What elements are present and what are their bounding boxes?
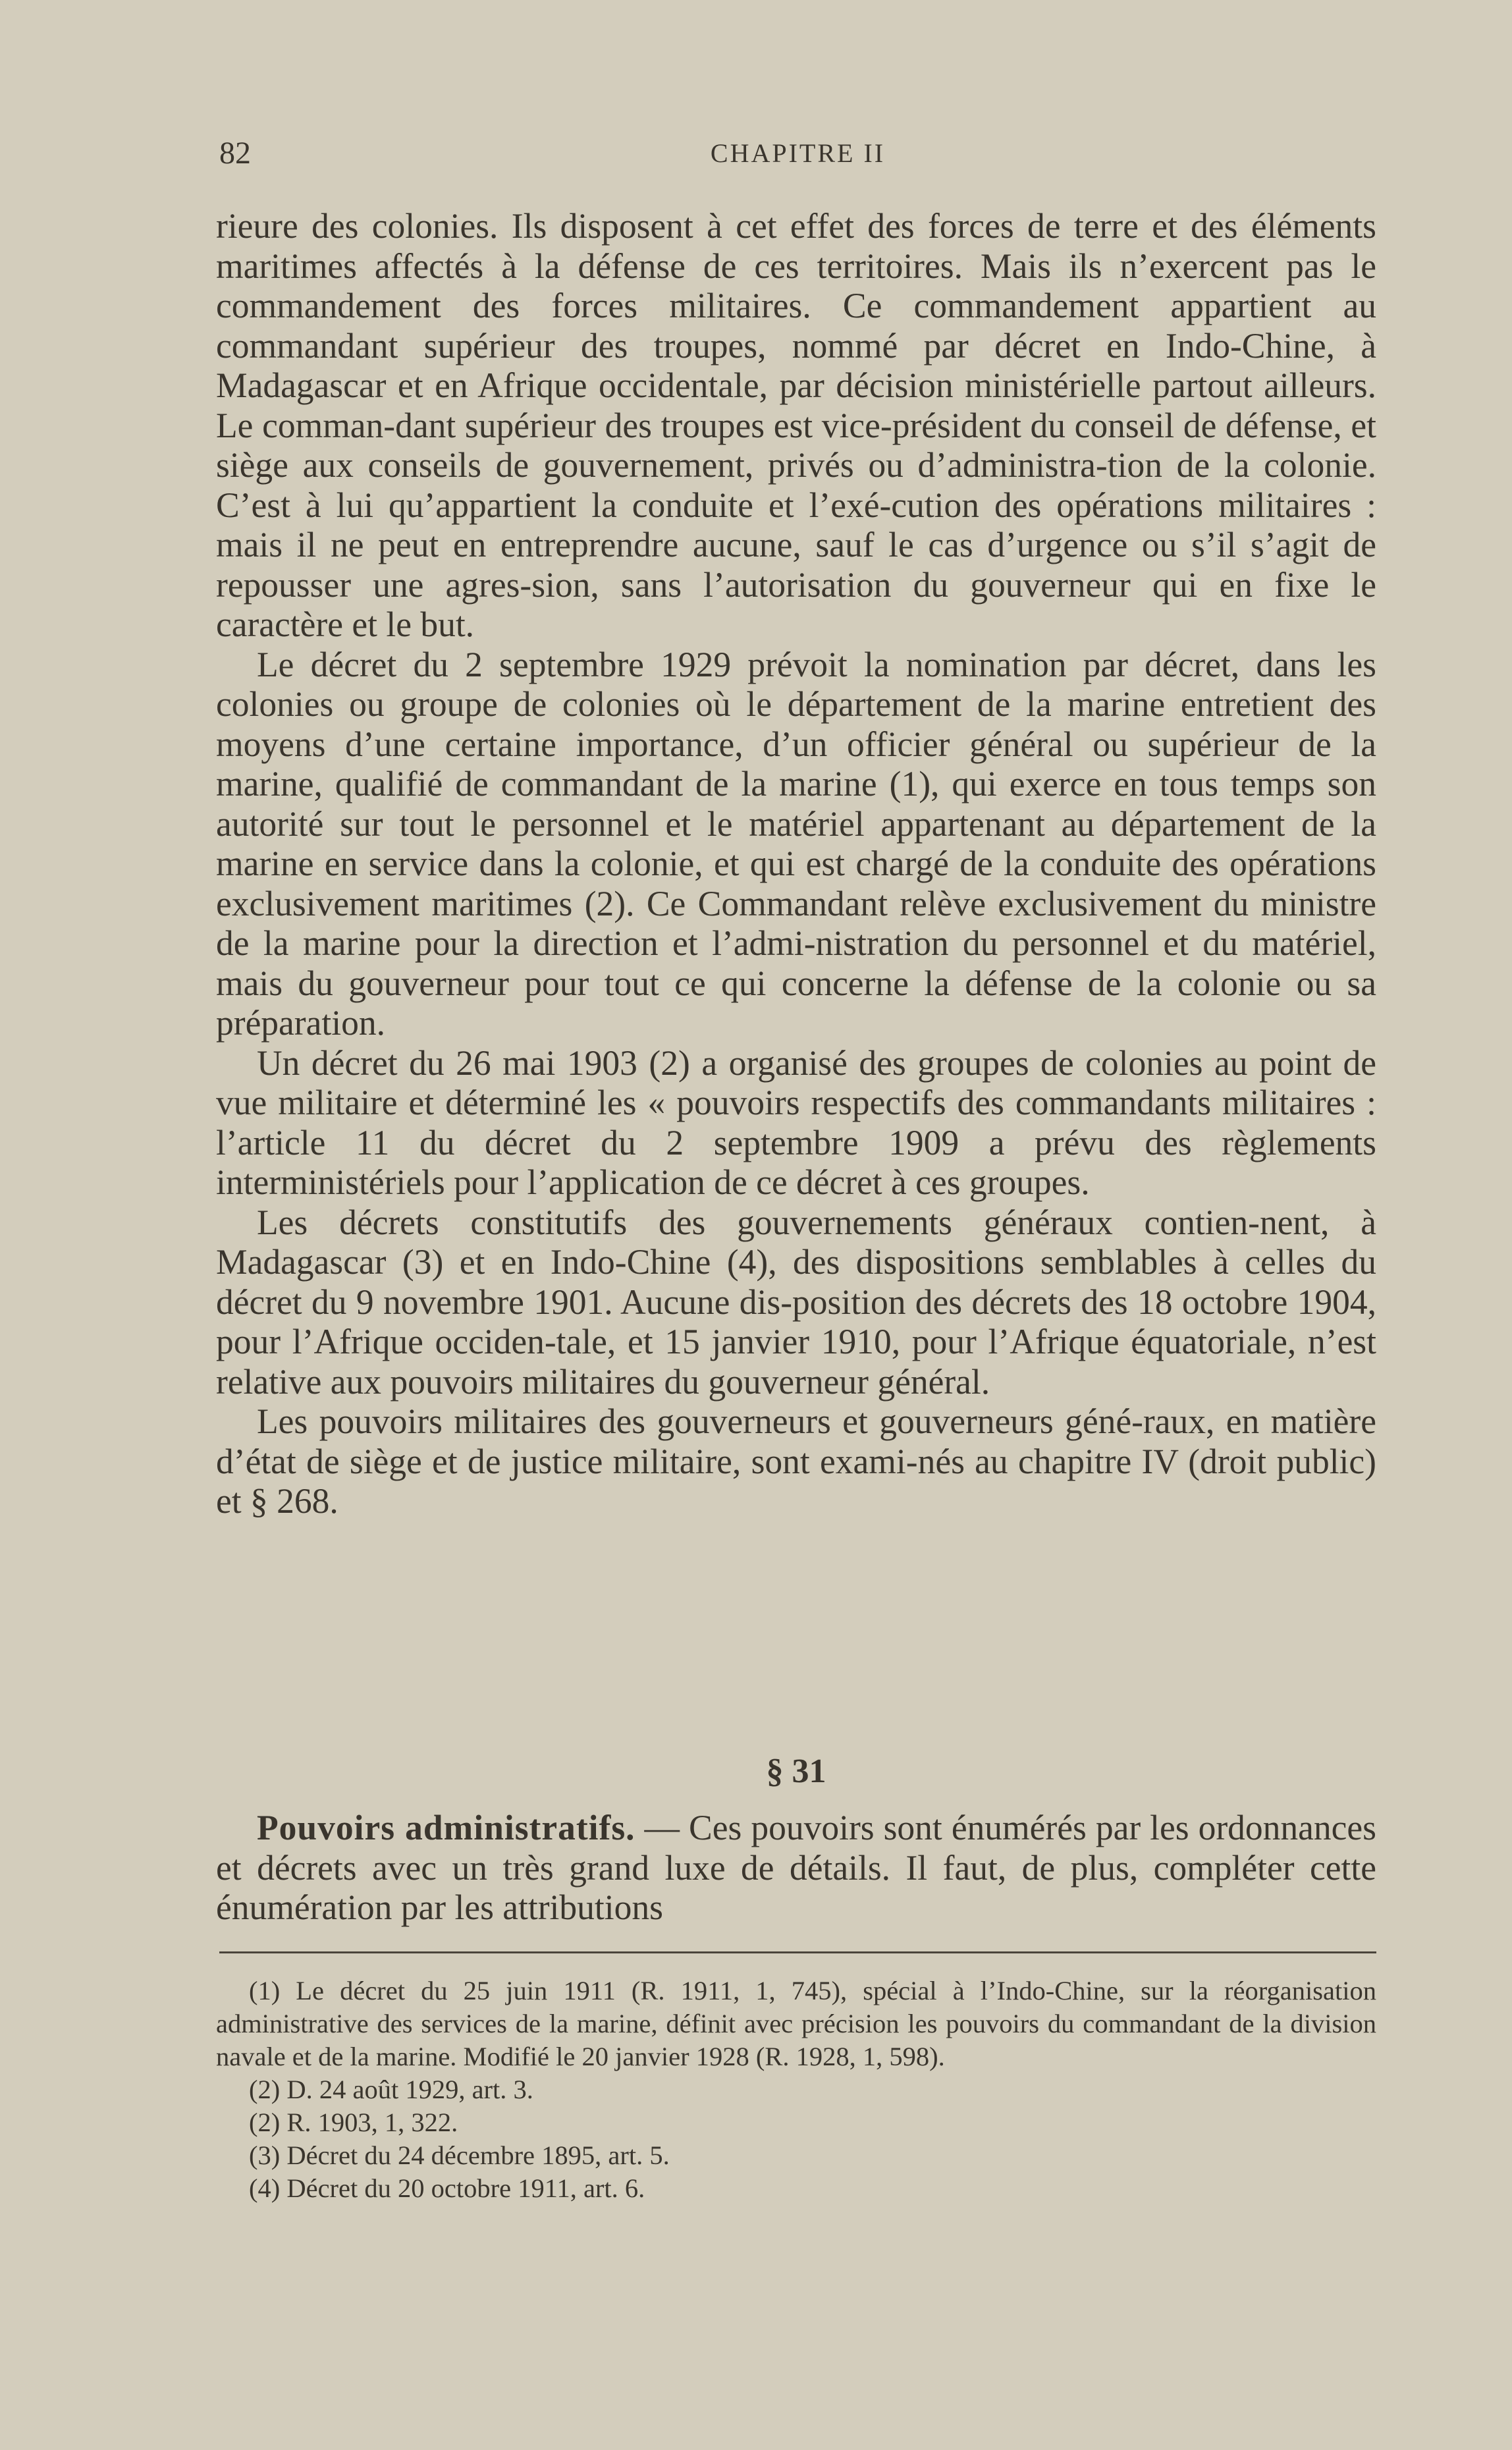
footnote: (4) Décret du 20 octobre 1911, art. 6. bbox=[249, 2173, 645, 2203]
paragraph: Les pouvoirs militaires des gouverneurs et gouverneurs géné-raux, en matière d’état de siège et de justice militaire, sont exami-nés au chapitre IV (droit public) et § 268. bbox=[216, 1402, 1376, 1521]
footnote-divider bbox=[219, 1951, 1376, 1953]
paragraph: Le décret du 2 septembre 1929 prévoit la nomination par décret, dans les colonies ou groupe de colonies où le département de la marine entretient des moyens d’une certaine importance, d’un officier général ou supérieur de la marine, qualifié de commandant de la marine (1), qui exerce en tous temps son autorité sur tout le personnel et le matériel appartenant au département de la marine en service dans la colonie, et qui est chargé de la conduite des opérations exclusivement maritimes (2). Ce Commandant relève exclusivement du ministre de la marine pour la direction et l’admi-nistration du personnel et du matériel, mais du gouverneur pour tout ce qui concerne la défense de la colonie ou sa préparation. bbox=[216, 644, 1376, 1043]
main-text bbox=[216, 206, 1376, 1521]
paragraph: Un décret du 26 mai 1903 (2) a organisé des groupes de colonies au point de vue militaire et déterminé les « pouvoirs respectifs des commandants militaires : l’article 11 du décret du 2 septembre 1909 a prévu des règlements interministériels pour l’application de ce décret à ces groupes. bbox=[216, 1043, 1376, 1202]
footnote: (1) Le décret du 25 juin 1911 (R. 1911, 1, 745), spécial à l’Indo-Chine, sur la réorganisation administrative des services de la marine, définit avec précision les pouvoirs du commandant de la division navale et de la marine. Modifié le 20 janvier 1928 (R. 1928, 1, 598). bbox=[216, 1976, 1376, 2071]
footnote: (3) Décret du 24 décembre 1895, art. 5. bbox=[249, 2140, 670, 2170]
paragraph bbox=[216, 1808, 1376, 1928]
paragraph: Les décrets constitutifs des gouvernements généraux contien-nent, à Madagascar (3) et en Indo-Chine (4), des dispositions semblables à celles du décret du 9 novembre 1901. Aucune dis-position des décrets des 18 octobre 1904, pour l’Afrique occiden-tale, et 15 janvier 1910, pour l’Afrique équatoriale, n’est relative aux pouvoirs militaires du gouverneur général. bbox=[216, 1202, 1376, 1402]
section-body: — Ces pouvoirs sont énumérés par les ordonnances et décrets avec un très grand luxe de détails. Il faut, de plus, compléter cette énumération par les attributions bbox=[216, 1808, 1376, 1927]
page-number: 82 bbox=[219, 136, 251, 171]
footnotes bbox=[216, 1974, 1376, 2205]
section-title: Pouvoirs administratifs. bbox=[257, 1808, 635, 1847]
footnote: (2) R. 1903, 1, 322. bbox=[249, 2108, 458, 2137]
chapter-title: CHAPITRE II bbox=[710, 138, 886, 168]
section-text bbox=[216, 1808, 1376, 1928]
paragraph: rieure des colonies. Ils disposent à cet effet des forces de terre et des éléments maritimes affectés à la défense de ces territoires. Mais ils n’exercent pas le commandement des forces militaires. Ce commandement appartient au commandant supérieur des troupes, nommé par décret en Indo-Chine, à Madagascar et en Afrique occidentale, par décision ministérielle partout ailleurs. Le comman-dant supérieur des troupes est vice-président du conseil de défense, et siège aux conseils de gouvernement, privés ou d’administra-tion de la colonie. C’est à lui qu’appartient la conduite et l’exé-cution des opérations militaires : mais il ne peut en entreprendre aucune, sauf le cas d’urgence ou s’il s’agit de repousser une agres-sion, sans l’autorisation du gouverneur qui en fixe le caractère et le but. bbox=[216, 206, 1376, 644]
running-header bbox=[219, 135, 1376, 175]
footnote: (2) D. 24 août 1929, art. 3. bbox=[249, 2075, 533, 2104]
section-heading: § 31 bbox=[766, 1753, 826, 1790]
